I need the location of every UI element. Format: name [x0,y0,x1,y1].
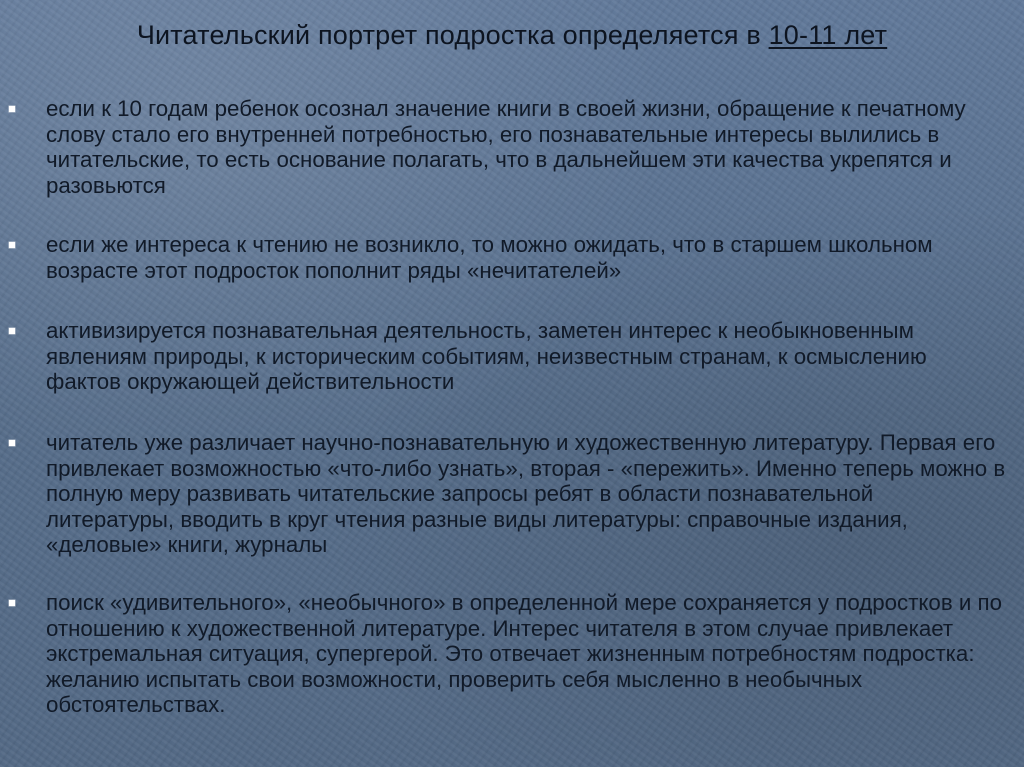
bullet-item [46,96,1006,198]
bullet-item [46,318,1006,395]
square-bullet-icon [9,328,15,334]
bullet-text: читатель уже различает научно-познавательную и художественную литературу. Первая его привлекает возможностью «что-либо узнать», вторая - «пережить». Именно теперь можно в полную меру развивать читательские запросы ребят в области познавательной литературы, вводить в круг чтения разные виды литературы: справочные издания, «деловые» книги, журналы [46,430,1006,557]
square-bullet-icon [9,600,15,606]
bullet-item [46,430,1006,558]
slide-title [0,20,1024,51]
bullet-text: если же интереса к чтению не возникло, то можно ожидать, что в старшем школьном возрасте этот подросток пополнит ряды «нечитателей» [46,232,933,283]
square-bullet-icon [9,106,15,112]
bullet-text: активизируется познавательная деятельность, заметен интерес к необыкновенным явлениям природы, к историческим событиям, неизвестным странам, к осмыслению фактов окружающей действительности [46,318,927,394]
slide-title-age-range: 10-11 лет [768,20,888,50]
bullet-item [46,232,1006,283]
bullet-text: поиск «удивительного», «необычного» в определенной мере сохраняется у подростков и по отношению к художественной литературе. Интерес читателя в этом случае привлекает экстремальная ситуация, супергерой. Это отвечает жизненным потребностям подростка: желанию испытать свои возможности, проверить себя мысленно в необычных обстоятельствах. [46,590,1002,717]
bullet-item [46,590,1006,718]
bullet-text: если к 10 годам ребенок осознал значение книги в своей жизни, обращение к печатному слову стало его внутренней потребностью, его познавательные интересы вылились в читательские, то есть основание полагать, что в дальнейшем эти качества укрепятся и разовьются [46,96,966,198]
square-bullet-icon [9,440,15,446]
slide-title-prefix: Читательский портрет подростка определяется в [136,20,769,50]
square-bullet-icon [9,242,15,248]
